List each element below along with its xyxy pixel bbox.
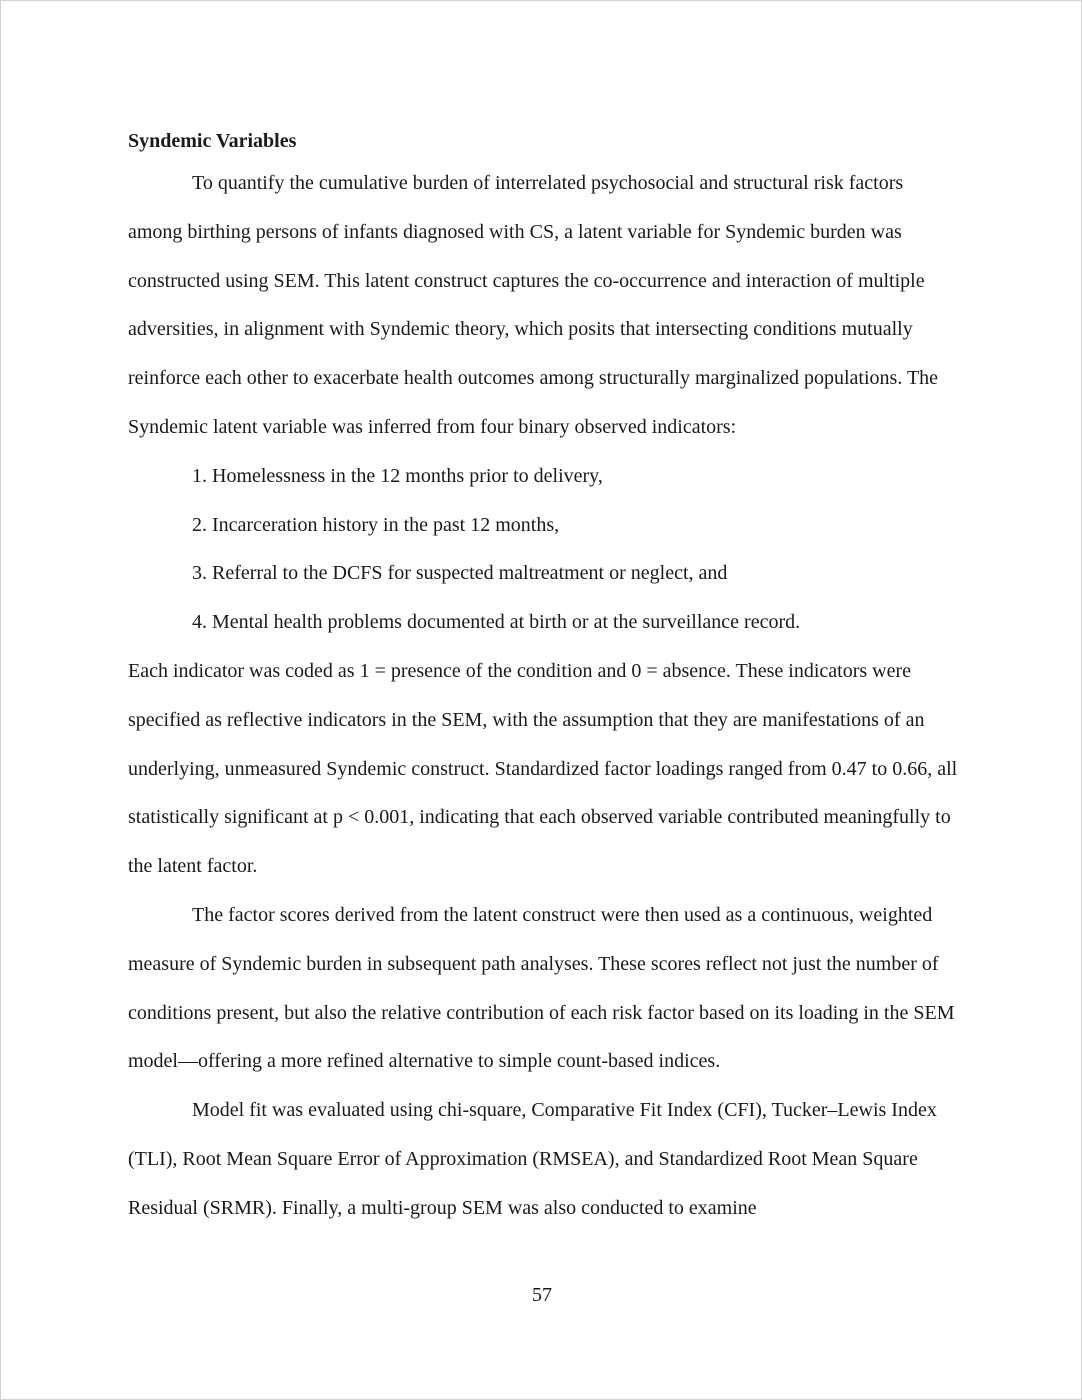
list-item: 1. Homelessness in the 12 months prior to delivery,: [192, 464, 603, 487]
list-item: 2. Incarceration history in the past 12 months,: [192, 513, 560, 536]
section-heading: Syndemic Variables: [128, 130, 297, 152]
list-item: 3. Referral to the DCFS for suspected maltreatment or neglect, and: [192, 562, 728, 585]
indicator-list: [128, 452, 958, 647]
paragraph-coding: Each indicator was coded as 1 = presence of the condition and 0 = absence. These indicators were specified as reflective indicators in the SEM, with the assumption that they are manifestations of an underlying, unmeasured Syndemic construct. Standardized factor loadings ranged from 0.47 to 0.66, all statistically significant at p < 0.001, indicating that each observed variable contributed meaningfully to the latent factor.: [128, 659, 958, 878]
page-body: [128, 123, 958, 1233]
paragraph-model-fit: Model fit was evaluated using chi-square, Comparative Fit Index (CFI), Tucker–Lewis Index (TLI), Root Mean Square Error of Approximation (RMSEA), and Standardized Root Mean Square Residual (SRMR). Finally, a multi-group SEM was also conducted to examine: [128, 1099, 937, 1219]
list-item: 4. Mental health problems documented at birth or at the surveillance record.: [192, 611, 801, 634]
paragraph-factor-scores: The factor scores derived from the latent construct were then used as a continuous, weighted measure of Syndemic burden in subsequent path analyses. These scores reflect not just the number of conditions present, but also the relative contribution of each risk factor based on its loading in the SEM model—offering a more refined alternative to simple count-based indices.: [128, 903, 955, 1073]
page-number: 57: [532, 1284, 552, 1306]
paragraph-intro: To quantify the cumulative burden of interrelated psychosocial and structural risk factors among birthing persons of infants diagnosed with CS, a latent variable for Syndemic burden was constructed using SEM. This latent construct captures the co-occurrence and interaction of multiple adversities, in alignment with Syndemic theory, which posits that intersecting conditions mutually reinforce each other to exacerbate health outcomes among structurally marginalized populations. The Syndemic latent variable was inferred from four binary observed indicators:: [128, 172, 939, 438]
